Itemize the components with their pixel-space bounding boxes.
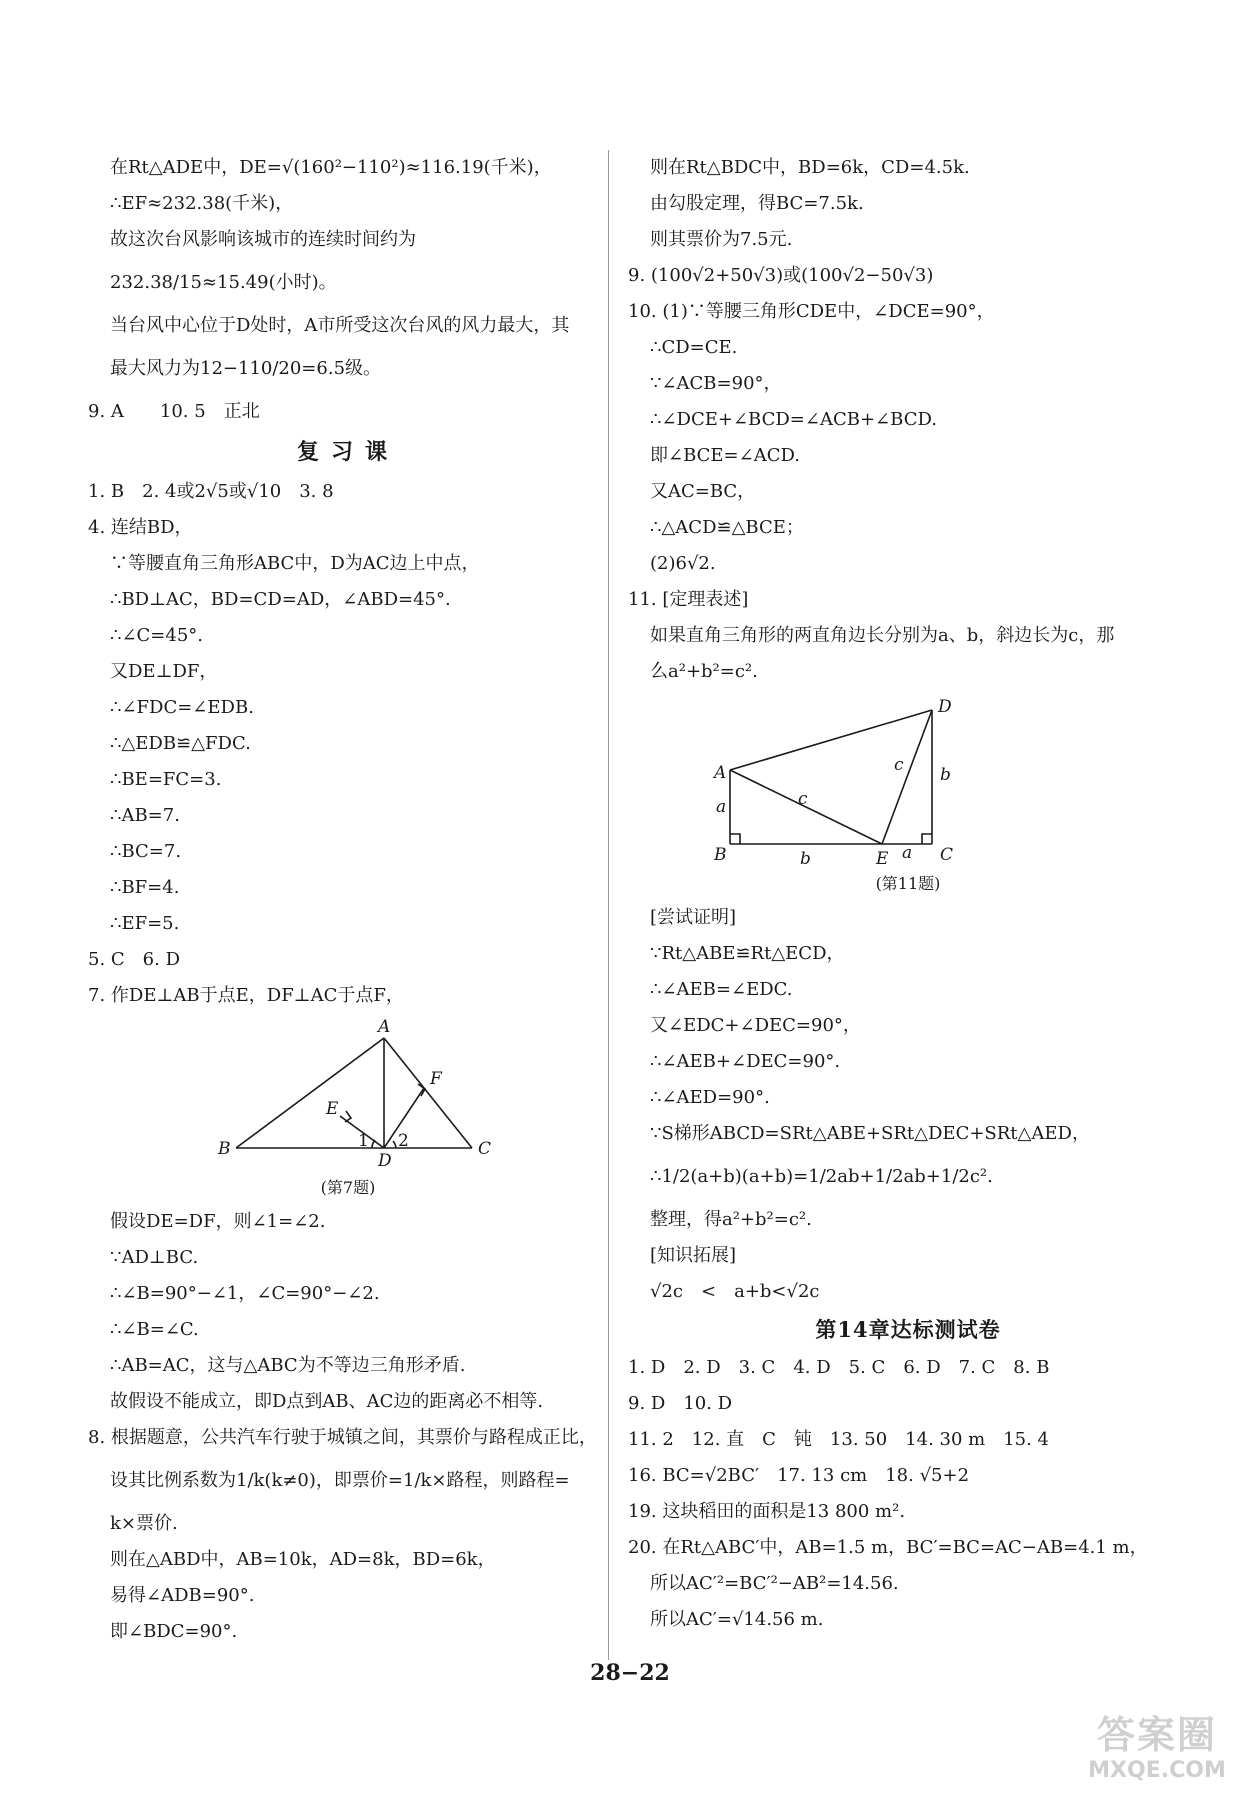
text-line: ∴BE=FC=3.: [110, 769, 222, 790]
text-line: ∴∠AEB=∠EDC.: [650, 979, 793, 1000]
text-line: ∴AB=AC，这与△ABC为不等边三角形矛盾.: [110, 1355, 466, 1376]
text-line: 假设DE=DF，则∠1=∠2.: [110, 1211, 326, 1232]
text-line: 又DE⊥DF，: [110, 661, 218, 682]
text-line: √2c < a+b<√2c: [650, 1281, 820, 1302]
text-line: (2)6√2.: [650, 553, 716, 574]
watermark-logo: [1072, 1712, 1242, 1792]
text-line: ∵AD⊥BC.: [110, 1247, 199, 1268]
watermark-top: 答案圈: [1096, 1713, 1217, 1757]
text-line: ∴BF=4.: [110, 877, 180, 898]
text-line: 设其比例系数为1/k(k≠0)，即票价=1/k×路程，则路程=: [110, 1470, 570, 1491]
text-line: 由勾股定理，得BC=7.5k.: [650, 193, 864, 214]
text-line: ∴∠FDC=∠EDB.: [110, 697, 254, 718]
label-e: E: [326, 1099, 339, 1119]
question-8-head: 8. 根据题意，公共汽车行驶于城镇之间，其票价与路程成正比，: [88, 1427, 597, 1448]
text-line: ∴BD⊥AC，BD=CD=AD，∠ABD=45°.: [110, 589, 451, 610]
label-side-b: b: [800, 849, 811, 864]
label-side-c-ed: c: [894, 755, 904, 775]
proof-head: [尝试证明]: [650, 907, 737, 928]
text-line: ∴∠B=90°−∠1，∠C=90°−∠2.: [110, 1283, 380, 1304]
label-side-a: a: [716, 797, 727, 817]
label-angle-2: 2: [398, 1131, 409, 1151]
label-b: B: [218, 1139, 231, 1159]
label-f: F: [430, 1069, 442, 1089]
text-line: ∴△EDB≌△FDC.: [110, 733, 251, 754]
text-line: 当台风中心位于D处时，A市所受这次台风的风力最大，其: [110, 315, 570, 336]
left-column: [88, 150, 608, 1650]
text-line: ∵∠ACB=90°，: [650, 373, 782, 394]
text-line: ∴∠B=∠C.: [110, 1319, 199, 1340]
answer-line: 5. C 6. D: [88, 949, 180, 970]
text-line: ∴EF≈232.38(千米)，: [110, 193, 294, 214]
label-angle-1: 1: [358, 1131, 369, 1151]
section-title-test: 第14章达标测试卷: [815, 1317, 1001, 1342]
answer-line: 1. B 2. 4或2√5或√10 3. 8: [88, 481, 334, 502]
text-line: 即∠BCE=∠ACD.: [650, 445, 801, 466]
text-line: ∴∠AED=90°.: [650, 1087, 770, 1108]
text-line: 故这次台风影响该城市的连续时间约为: [110, 229, 416, 250]
question-11-head: 11. [定理表述]: [628, 589, 749, 610]
text-line: 如果直角三角形的两直角边长分别为a、b，斜边长为c，那: [650, 625, 1115, 646]
text-line: ∵S梯形ABCD=SRt△ABE+SRt△DEC+SRt△AED，: [650, 1123, 1090, 1144]
page-number: 28−22: [590, 1660, 670, 1686]
label-side-a-bottom: a: [902, 843, 913, 863]
text-line: ∵等腰直角三角形ABC中，D为AC边上中点，: [110, 553, 480, 574]
question-7-head: 7. 作DE⊥AB于点E，DF⊥AC于点F，: [88, 985, 404, 1006]
text-line: 则在△ABD中，AB=10k，AD=8k，BD=6k，: [110, 1549, 496, 1570]
text-line: ∴CD=CE.: [650, 337, 738, 358]
label-c: C: [940, 845, 954, 864]
label-b: B: [714, 845, 727, 864]
text-line: 则在Rt△BDC中，BD=6k，CD=4.5k.: [650, 157, 970, 178]
figure-11-caption: (第11题): [875, 874, 941, 893]
text-line: ∴∠DCE+∠BCD=∠ACB+∠BCD.: [650, 409, 937, 430]
answer-line: 20. 在Rt△ABC′中，AB=1.5 m，BC′=BC=AC−AB=4.1 m，: [628, 1537, 1148, 1558]
column-divider: [608, 150, 609, 1660]
angle-2-arc: [393, 1141, 396, 1148]
extension-head: [知识拓展]: [650, 1245, 737, 1266]
text-line: ∴EF=5.: [110, 913, 180, 934]
answer-line: 9. A 10. 5 正北: [88, 401, 260, 422]
trapezoid-diagram-11: [628, 694, 1188, 864]
text-line: 则其票价为7.5元.: [650, 229, 793, 250]
text-line: 即∠BDC=90°.: [110, 1621, 238, 1642]
text-line: 易得∠ADB=90°.: [110, 1585, 255, 1606]
label-side-c-ae: c: [798, 789, 808, 809]
segment-ed: [882, 710, 932, 844]
answer-line: 11. 2 12. 直 C 钝 13. 50 14. 30 m 15. 4: [628, 1429, 1050, 1450]
angle-1-arc: [372, 1140, 375, 1148]
answer-line: 16. BC=√2BC′ 17. 13 cm 18. √5+2: [628, 1465, 970, 1486]
figure-7: [88, 1018, 608, 1168]
text-line: 又∠EDC+∠DEC=90°，: [650, 1015, 861, 1036]
right-angle-b: [730, 834, 740, 844]
watermark-bottom: MXQE.COM: [1088, 1758, 1226, 1783]
text-line: 232.38/15≈15.49(小时)。: [110, 272, 337, 293]
text-line: ∴∠C=45°.: [110, 625, 204, 646]
question-4-head: 4. 连结BD，: [88, 517, 193, 538]
text-line: 所以AC′=√14.56 m.: [650, 1609, 824, 1630]
question-10-head: 10. (1)∵等腰三角形CDE中，∠DCE=90°，: [628, 301, 995, 322]
text-line: 最大风力为12−110/20=6.5级。: [110, 358, 382, 379]
label-d: D: [378, 1151, 392, 1168]
figure-7-caption: (第7题): [320, 1178, 376, 1197]
text-line: 么a²+b²=c².: [650, 661, 758, 682]
answer-line: 9. D 10. D: [628, 1393, 733, 1414]
text-line: k×票价.: [110, 1513, 178, 1534]
right-column: [628, 150, 1188, 1638]
section-title-review: 复习课: [296, 439, 399, 465]
text-line: ∵Rt△ABE≌Rt△ECD，: [650, 943, 845, 964]
text-line: ∴AB=7.: [110, 805, 180, 826]
text-line: ∴BC=7.: [110, 841, 182, 862]
answer-9: 9. (100√2+50√3)或(100√2−50√3): [628, 265, 934, 286]
text-line: 所以AC′²=BC′²−AB²=14.56.: [650, 1573, 899, 1594]
answer-line: 1. D 2. D 3. C 4. D 5. C 6. D 7. C 8. B: [628, 1357, 1050, 1378]
label-a: A: [714, 763, 727, 783]
label-d: D: [938, 697, 952, 717]
figure-11: [628, 694, 1188, 864]
label-a: A: [378, 1018, 391, 1037]
right-angle-c: [922, 834, 932, 844]
text-line: 又AC=BC，: [650, 481, 756, 502]
text-line: 故假设不能成立，即D点到AB、AC边的距离必不相等.: [110, 1391, 544, 1412]
text-line: ∴△ACD≌△BCE；: [650, 517, 804, 538]
text-line: 整理，得a²+b²=c².: [650, 1209, 812, 1230]
label-side-b-right: b: [940, 765, 951, 785]
label-e: E: [876, 849, 889, 864]
text-line: ∴∠AEB+∠DEC=90°.: [650, 1051, 841, 1072]
triangle-diagram-7: [88, 1018, 608, 1168]
text-line: 在Rt△ADE中，DE=√(160²−110²)≈116.19(千米)，: [110, 157, 552, 178]
answer-line: 19. 这块稻田的面积是13 800 m².: [628, 1501, 906, 1522]
text-line: ∴1/2(a+b)(a+b)=1/2ab+1/2ab+1/2c².: [650, 1166, 993, 1187]
label-c: C: [478, 1139, 492, 1159]
